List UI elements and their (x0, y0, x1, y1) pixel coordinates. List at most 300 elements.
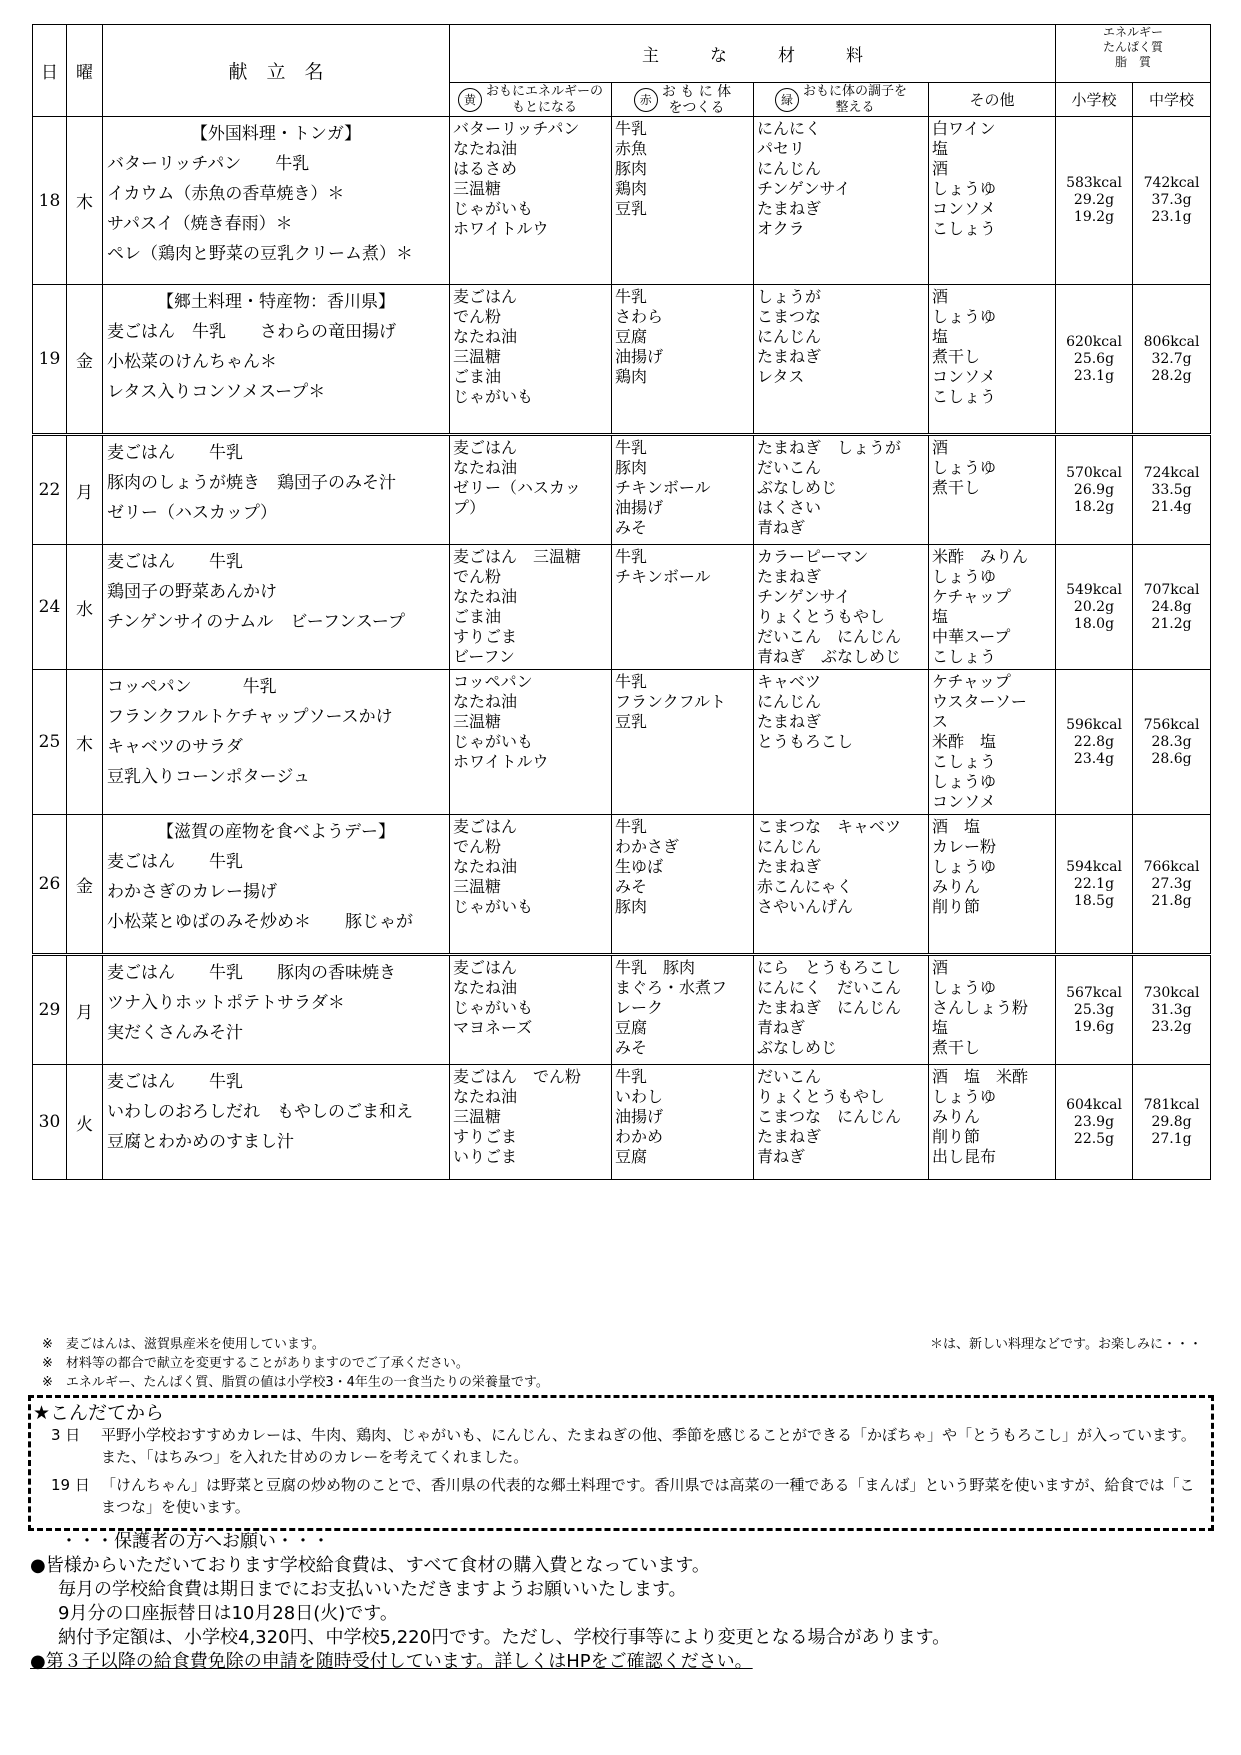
header-weekday: 曜 (67, 25, 103, 117)
ingredient: にんじん (757, 327, 822, 346)
red-ingredients (612, 815, 754, 955)
ingredient: プ） (453, 498, 486, 517)
ingredient: みそ (615, 1038, 648, 1057)
ingredient: 米酢 塩 (932, 732, 997, 751)
ingredient: はるさめ (453, 159, 518, 178)
ingredient: 牛乳 (615, 817, 648, 836)
yellow-ingredients (450, 285, 612, 435)
day-number: 29 (33, 955, 67, 1065)
nutrition-value: 27.1g (1151, 1130, 1192, 1147)
parents-line-4: 納付予定額は、小学校4,320円、中学校5,220円です。ただし、学校行事等により変更となる場合があります。 (58, 1627, 951, 1648)
red-ingredients (612, 1065, 754, 1180)
note-1-right: ＊は、新しい料理などです。お楽しみに・・・ (930, 1337, 1202, 1352)
ingredient: にんにく だいこん (757, 978, 902, 997)
ingredient: 酒 (932, 159, 949, 178)
other-ingredients (929, 285, 1056, 435)
ingredient: すりごま (453, 627, 518, 646)
parents-line-5: ●第３子以降の給食費免除の申請を随時受付しています。詳しくはHPをご確認ください。 (30, 1651, 753, 1672)
ingredient: 豆腐 (615, 327, 648, 346)
menu-item: わかさぎのカレー揚げ (107, 882, 277, 902)
menu-item: 豆腐とわかめのすまし汁 (107, 1132, 294, 1152)
ingredient: 青ねぎ (757, 1018, 806, 1037)
yellow-ingredients (450, 670, 612, 815)
menu-item: 鶏団子の野菜あんかけ (107, 582, 277, 602)
menu-item: いわしのおろしだれ もやしのごま和え (107, 1102, 413, 1122)
nutrition-value: 22.5g (1073, 1130, 1115, 1147)
green-ingredients (754, 117, 929, 285)
kondate-entry-text: 「けんちゃん」は野菜と豆腐の炒め物のことで、香川県の代表的な郷土料理です。香川県では高菜の一種である「まんば」という野菜を使いますが、給食では「こまつな」を使います。 (101, 1476, 1195, 1516)
ingredient: はくさい (757, 498, 822, 517)
nutrition-value: 18.0g (1073, 615, 1115, 632)
nutrition-value: 594kcal (1066, 858, 1122, 875)
menu-names (103, 955, 450, 1065)
green-ingredients (754, 545, 929, 670)
ingredient: わかさぎ (615, 837, 680, 856)
ingredient: たまねぎ (757, 567, 822, 586)
weekday: 金 (67, 815, 103, 955)
ingredient: しょうゆ (932, 772, 997, 791)
ingredient: すりごま (453, 1127, 518, 1146)
ingredient: でん粉 (453, 837, 502, 856)
red-badge-icon: 赤 (634, 88, 658, 112)
ingredient: じゃがいも (453, 199, 534, 218)
green-ingredients (754, 435, 929, 545)
day-number: 24 (33, 545, 67, 670)
nutrition-value: 724kcal (1143, 464, 1200, 481)
ingredient: カレー粉 (932, 837, 997, 856)
yellow-label-1: おもにエネルギーの (485, 83, 603, 99)
menu-item: 麦ごはん 牛乳 さわらの竜田揚げ (107, 322, 396, 342)
other-ingredients (929, 955, 1056, 1065)
ingredient: 酒 (932, 438, 949, 457)
elementary-nutrition (1056, 117, 1133, 285)
ingredient: にんじん (757, 837, 822, 856)
day-number: 30 (33, 1065, 67, 1180)
ingredient: 麦ごはん でん粉 (453, 1067, 582, 1086)
ingredient: こまつな キャベツ (757, 817, 902, 836)
ingredient: 豆腐 (615, 1018, 648, 1037)
menu-item: 麦ごはん 牛乳 (107, 443, 243, 463)
nutrition-value: 18.2g (1073, 498, 1115, 515)
ingredient: 生ゆば (615, 857, 664, 876)
menu-item: ツナ入りホットポテトサラダ＊ (107, 993, 345, 1013)
parents-notice (30, 1530, 1220, 1674)
junior-nutrition (1133, 815, 1211, 955)
green-ingredients (754, 285, 929, 435)
green-label-2: 整える (835, 99, 875, 115)
ingredient: なたね油 (453, 458, 518, 477)
ingredient: 麦ごはん (453, 958, 518, 977)
ingredient: こしょう (932, 387, 997, 406)
header-other: その他 (929, 83, 1056, 117)
ingredient: なたね油 (453, 857, 518, 876)
ingredient: しょうゆ (932, 179, 997, 198)
elementary-nutrition (1056, 955, 1133, 1065)
ingredient: コッペパン (453, 672, 533, 691)
ingredient: りょくとうもやし (757, 1087, 886, 1106)
elementary-nutrition (1056, 1065, 1133, 1180)
other-ingredients (929, 117, 1056, 285)
nutrition-value: 18.5g (1073, 892, 1115, 909)
menu-day-row (33, 117, 1211, 285)
menu-day-row (33, 545, 1211, 670)
menu-item: 麦ごはん 牛乳 豚肉の香味焼き (107, 963, 396, 983)
ingredient: 豆腐 (615, 1147, 648, 1166)
junior-nutrition (1133, 435, 1211, 545)
ingredient: 豚肉 (615, 458, 648, 477)
nutrition-value: 27.3g (1151, 875, 1192, 892)
ingredient: でん粉 (453, 567, 502, 586)
ingredient: たまねぎ (757, 1127, 822, 1146)
nutrition-value: 33.5g (1151, 481, 1192, 498)
note-3: ※ エネルギー、たんぱく質、脂質の値は小学校3・4年生の一食当たりの栄養量です。 (42, 1375, 549, 1390)
weekday: 月 (67, 435, 103, 545)
ingredient: ゼリー（ハスカッ (453, 478, 581, 497)
ingredient: 牛乳 (615, 1067, 648, 1086)
menu-item: 麦ごはん 牛乳 (107, 852, 243, 872)
ingredient: ス (932, 712, 949, 731)
ingredient: 中華スープ (932, 627, 1011, 646)
nutrition-value: 31.3g (1151, 1001, 1192, 1018)
red-ingredients (612, 285, 754, 435)
ingredient: なたね油 (453, 692, 518, 711)
red-ingredients (612, 117, 754, 285)
menu-names (103, 670, 450, 815)
ingredient: しょうゆ (932, 978, 997, 997)
menu-table (32, 24, 1211, 1180)
ingredient: カラーピーマン (757, 547, 869, 566)
yellow-ingredients (450, 117, 612, 285)
menu-item: イカウム（赤魚の香草焼き）＊ (107, 184, 345, 204)
header-energy: エネルギー (1103, 25, 1164, 39)
ingredient: 削り節 (932, 1127, 981, 1146)
ingredient: 豚肉 (615, 159, 648, 178)
nutrition-value: 37.3g (1151, 192, 1192, 208)
menu-item: ゼリー（ハスカップ） (107, 503, 277, 523)
nutrition-value: 620kcal (1066, 333, 1122, 350)
nutrition-value: 567kcal (1066, 984, 1122, 1001)
other-ingredients (929, 435, 1056, 545)
ingredient: さわら (615, 307, 664, 326)
note-2: ※ 材料等の都合で献立を変更することがありますのでご了承ください。 (42, 1356, 469, 1371)
other-ingredients (929, 1065, 1056, 1180)
ingredient: 赤魚 (615, 139, 648, 158)
red-ingredients (612, 545, 754, 670)
weekday: 木 (67, 117, 103, 285)
green-ingredients (754, 670, 929, 815)
ingredient: いりごま (453, 1147, 518, 1166)
ingredient: ビーフン (453, 647, 515, 666)
ingredient: 酒 (932, 958, 949, 977)
ingredient: わかめ (615, 1127, 664, 1146)
nutrition-value: 28.6g (1151, 750, 1192, 767)
ingredient: にんじん (757, 159, 822, 178)
menu-names (103, 117, 450, 285)
ingredient: 牛乳 (615, 547, 648, 566)
menu-item: 小松菜のけんちゃん＊ (107, 352, 277, 372)
weekday: 水 (67, 545, 103, 670)
other-ingredients (929, 670, 1056, 815)
ingredient: 酒 塩 米酢 (932, 1067, 1029, 1086)
kondate-entry-day: 19 日 (51, 1476, 90, 1494)
ingredient: だいこん (757, 458, 822, 477)
menu-item: チンゲンサイのナムル ビーフンスープ (107, 612, 406, 632)
menu-names (103, 285, 450, 435)
ingredient: いわし (615, 1087, 664, 1106)
ingredient: チンゲンサイ (757, 587, 851, 606)
ingredient: 豆乳 (615, 712, 648, 731)
ingredient: コンソメ (932, 199, 996, 218)
weekday: 木 (67, 670, 103, 815)
kondate-entry-2 (51, 1474, 1201, 1518)
menu-item: コッペパン 牛乳 (107, 677, 277, 697)
junior-nutrition (1133, 117, 1211, 285)
parents-line-3: 9月分の口座振替日は10月28日(火)です。 (58, 1603, 398, 1624)
menu-item: 【滋賀の産物を食べようデー】 (157, 822, 395, 842)
header-nutrition (1056, 25, 1211, 83)
ingredient: 三温糖 (453, 712, 502, 731)
menu-names (103, 1065, 450, 1180)
kondate-box (28, 1395, 1214, 1531)
nutrition-value: 549kcal (1066, 581, 1122, 598)
ingredient: こしょう (932, 647, 997, 666)
nutrition-value: 26.9g (1073, 481, 1115, 498)
nutrition-value: 32.7g (1151, 350, 1192, 367)
ingredient: レーク (615, 998, 664, 1017)
day-number: 19 (33, 285, 67, 435)
header-junior: 中学校 (1133, 83, 1211, 117)
note-1: ※ 麦ごはんは、滋賀県産米を使用しています。 (42, 1337, 325, 1352)
yellow-ingredients (450, 435, 612, 545)
ingredient: さやいんげん (757, 897, 854, 916)
ingredient: だいこん にんじん (757, 627, 902, 646)
day-number: 26 (33, 815, 67, 955)
ingredient: みりん (932, 1107, 981, 1126)
ingredient: マヨネーズ (453, 1018, 533, 1037)
elementary-nutrition (1056, 435, 1133, 545)
junior-nutrition (1133, 1065, 1211, 1180)
nutrition-value: 19.6g (1073, 1018, 1115, 1035)
ingredient: しょうゆ (932, 458, 997, 477)
red-ingredients (612, 435, 754, 545)
menu-item: バターリッチパン 牛乳 (107, 154, 310, 174)
menu-body (33, 117, 1211, 1180)
header-ingredients: 主 な 材 料 (450, 25, 1056, 83)
nutrition-value: 28.2g (1151, 367, 1192, 384)
kondate-entry-text: 平野小学校おすすめカレーは、牛肉、鶏肉、じゃがいも、にんじん、たまねぎの他、季節を感じることができる「かぼちゃ」や「とうもろこし」が入っています。また、「はちみつ」を入れた甘めのカレーを考えてくれました。 (101, 1426, 1196, 1466)
menu-item: 豆乳入りコーンポタージュ (107, 767, 310, 787)
weekday: 月 (67, 955, 103, 1065)
yellow-ingredients (450, 545, 612, 670)
ingredient: 煮干し (932, 1038, 981, 1057)
ingredient: しょうゆ (932, 567, 997, 586)
nutrition-value: 23.2g (1151, 1018, 1192, 1035)
nutrition-value: 25.3g (1073, 1001, 1115, 1018)
nutrition-value: 25.6g (1073, 350, 1115, 367)
ingredient: たまねぎ (757, 347, 822, 366)
ingredient: オクラ (757, 219, 805, 238)
red-label-2: をつくる (668, 99, 725, 116)
yellow-ingredients (450, 955, 612, 1065)
notes (42, 1335, 1212, 1392)
ingredient: 煮干し (932, 478, 981, 497)
nutrition-value: 806kcal (1143, 333, 1200, 350)
yellow-badge-icon: 黄 (458, 88, 482, 112)
menu-item: フランクフルトケチャップソースかけ (107, 707, 393, 727)
kondate-entry-day: 3 日 (51, 1426, 81, 1444)
ingredient: しょうゆ (932, 307, 997, 326)
nutrition-value: 707kcal (1143, 581, 1200, 598)
ingredient: 油揚げ (615, 347, 664, 366)
yellow-label-2: もとになる (511, 99, 577, 115)
day-number: 18 (33, 117, 67, 285)
junior-nutrition (1133, 545, 1211, 670)
nutrition-value: 730kcal (1143, 984, 1200, 1001)
ingredient: ごま油 (453, 607, 502, 626)
menu-item: 麦ごはん 牛乳 (107, 552, 243, 572)
header-elementary: 小学校 (1056, 83, 1133, 117)
elementary-nutrition (1056, 670, 1133, 815)
ingredient: こまつな (757, 307, 822, 326)
header-group-red (612, 83, 754, 117)
ingredient: 出し昆布 (932, 1147, 997, 1166)
ingredient: チンゲンサイ (757, 179, 851, 198)
ingredient: 麦ごはん 三温糖 (453, 547, 582, 566)
ingredient: 鶏肉 (615, 179, 648, 198)
ingredient: フランクフルト (615, 692, 727, 711)
ingredient: ホワイトルウ (453, 219, 549, 238)
ingredient: こしょう (932, 752, 997, 771)
parents-line-1: ●皆様からいただいております学校給食費は、すべて食材の購入費となっています。 (30, 1555, 710, 1576)
ingredient: 油揚げ (615, 498, 664, 517)
menu-item: 【外国料理・トンガ】 (190, 124, 362, 144)
menu-day-row (33, 815, 1211, 955)
header-menu-name: 献 立 名 (103, 25, 450, 117)
header-group-green (754, 83, 929, 117)
ingredient: 酒 塩 (932, 817, 981, 836)
menu-day-row (33, 670, 1211, 815)
header-group-yellow (450, 83, 612, 117)
nutrition-value: 570kcal (1066, 464, 1122, 481)
ingredient: たまねぎ しょうが (757, 438, 902, 457)
nutrition-value: 24.8g (1151, 598, 1192, 615)
ingredient: さんしょう粉 (932, 998, 1029, 1017)
ingredient: たまねぎ (757, 857, 822, 876)
ingredient: 三温糖 (453, 877, 502, 896)
ingredient: みそ (615, 518, 648, 537)
ingredient: レタス (757, 367, 805, 386)
ingredient: にら とうもろこし (757, 958, 902, 977)
ingredient: 鶏肉 (615, 367, 648, 386)
ingredient: チキンボール (615, 478, 711, 497)
menu-day-row (33, 435, 1211, 545)
nutrition-value: 583kcal (1066, 175, 1122, 191)
ingredient: でん粉 (453, 307, 502, 326)
ingredient: なたね油 (453, 139, 518, 158)
ingredient: 牛乳 豚肉 (615, 958, 696, 977)
ingredient: コンソメ (932, 367, 996, 386)
ingredient: たまねぎ にんじん (757, 998, 902, 1017)
nutrition-value: 596kcal (1066, 716, 1122, 733)
ingredient: こしょう (932, 219, 997, 238)
nutrition-value: 23.1g (1151, 209, 1192, 225)
ingredient: しょうゆ (932, 1087, 997, 1106)
yellow-ingredients (450, 1065, 612, 1180)
ingredient: ぶなしめじ (757, 1038, 838, 1057)
nutrition-value: 20.2g (1073, 598, 1115, 615)
menu-names (103, 545, 450, 670)
ingredient: まぐろ・水煮フ (615, 978, 728, 997)
nutrition-value: 21.2g (1151, 615, 1192, 632)
green-ingredients (754, 955, 929, 1065)
ingredient: 青ねぎ (757, 1147, 806, 1166)
ingredient: 米酢 みりん (932, 547, 1029, 566)
ingredient: 青ねぎ ぶなしめじ (757, 647, 902, 666)
menu-item: 豚肉のしょうが焼き 鶏団子のみそ汁 (107, 473, 396, 493)
header-day: 日 (33, 25, 67, 117)
ingredient: 牛乳 (615, 672, 648, 691)
ingredient: 豚肉 (615, 897, 648, 916)
ingredient: 麦ごはん (453, 438, 518, 457)
junior-nutrition (1133, 285, 1211, 435)
junior-nutrition (1133, 670, 1211, 815)
yellow-ingredients (450, 815, 612, 955)
nutrition-value: 604kcal (1066, 1096, 1122, 1113)
ingredient: みりん (932, 877, 981, 896)
nutrition-value: 756kcal (1143, 716, 1200, 733)
junior-nutrition (1133, 955, 1211, 1065)
nutrition-value: 22.1g (1073, 875, 1115, 892)
ingredient: 削り節 (932, 897, 981, 916)
ingredient: ケチャップ (932, 587, 1011, 606)
menu-names (103, 815, 450, 955)
nutrition-value: 29.2g (1073, 192, 1115, 208)
nutrition-value: 19.2g (1073, 209, 1115, 225)
ingredient: みそ (615, 877, 648, 896)
kondate-title: ★こんだてから (33, 1402, 165, 1424)
ingredient: しょうゆ (932, 857, 997, 876)
menu-item: ペレ（鶏肉と野菜の豆乳クリーム煮）＊ (107, 244, 413, 264)
other-ingredients (929, 815, 1056, 955)
ingredient: ホワイトルウ (453, 752, 549, 771)
ingredient: りょくとうもやし (757, 607, 886, 626)
nutrition-value: 23.1g (1073, 367, 1115, 384)
ingredient: 三温糖 (453, 347, 502, 366)
ingredient: 煮干し (932, 347, 981, 366)
ingredient: たまねぎ (757, 199, 822, 218)
ingredient: なたね油 (453, 1087, 518, 1106)
elementary-nutrition (1056, 815, 1133, 955)
nutrition-value: 22.8g (1073, 733, 1115, 750)
elementary-nutrition (1056, 545, 1133, 670)
green-badge-icon: 緑 (775, 88, 799, 112)
other-ingredients (929, 545, 1056, 670)
header-protein: たんぱく質 (1103, 40, 1164, 54)
ingredient: キャベツ (757, 672, 822, 691)
ingredient: 麦ごはん (453, 287, 518, 306)
weekday: 金 (67, 285, 103, 435)
ingredient: なたね油 (453, 587, 518, 606)
green-ingredients (754, 1065, 929, 1180)
ingredient: パセリ (757, 139, 806, 158)
ingredient: ごま油 (453, 367, 502, 386)
nutrition-value: 742kcal (1143, 175, 1200, 191)
parents-title: ・・・保護者の方へお願い・・・ (60, 1531, 330, 1552)
nutrition-value: 781kcal (1143, 1096, 1200, 1113)
nutrition-value: 29.8g (1151, 1113, 1192, 1130)
nutrition-value: 21.8g (1151, 892, 1192, 909)
menu-item: レタス入りコンソメスープ＊ (107, 382, 326, 402)
